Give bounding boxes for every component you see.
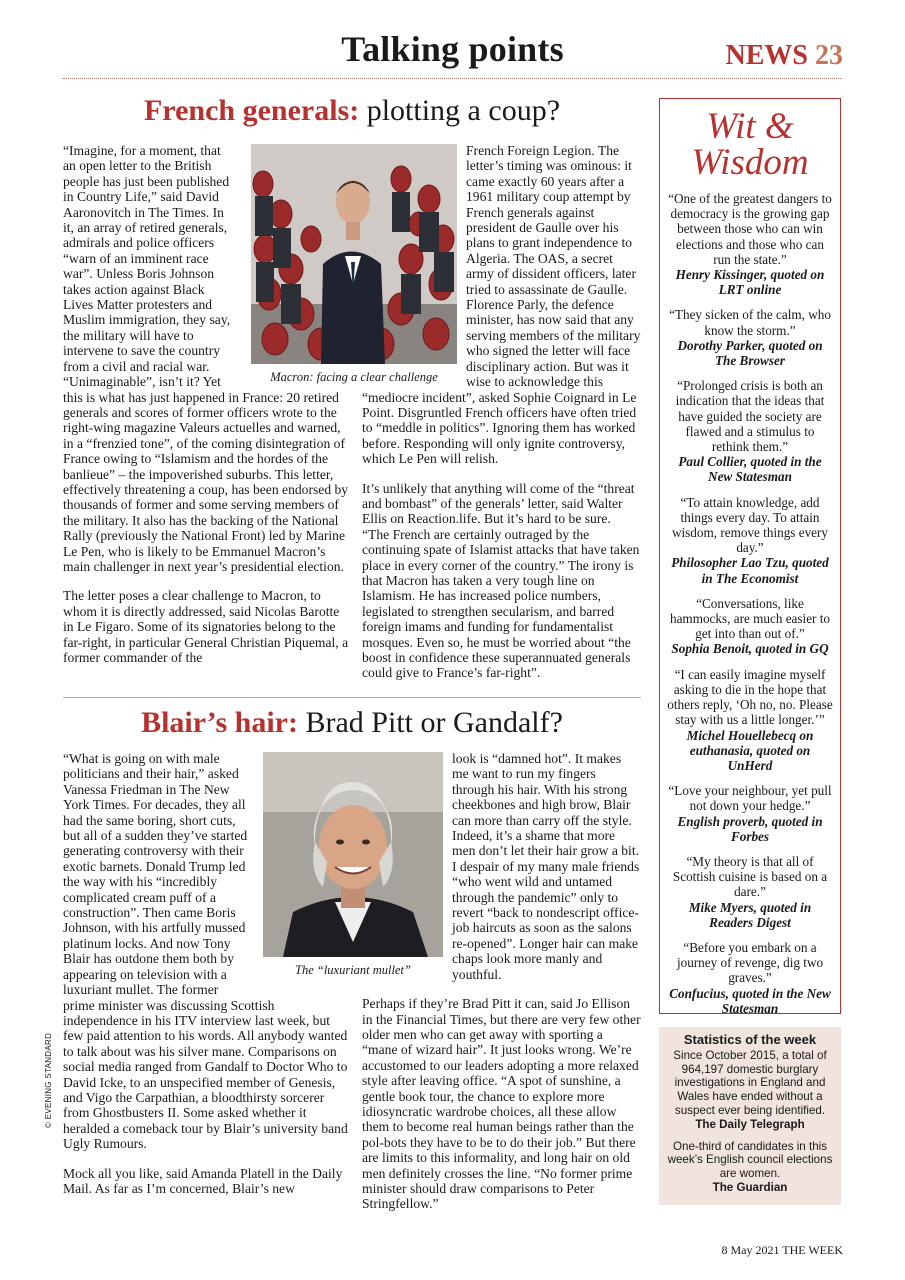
section-name: NEWS <box>725 40 808 71</box>
article1-paragraph: French Foreign Legion. The letter’s timing was ominous: it came exactly 60 years after a 1961 military coup attempt by French generals against president de Gaulle over his plans to grant independence to Algeria. The OAS, a secret army of dissident officers, later tried to assassinate de Gaulle. Florence Parly, the defence minister, has now said that any serving members of the military who signed the letter will face disciplinary action. But was it wise to acknowledge this “mediocre incident”, asked Sophie Coignard in Le Point. Disgruntled French officers have often tried to “meddle in politics”. Ignoring them has worked before. Responding will only ignite controversy, which Le Pen will relish. <box>362 143 641 467</box>
wit-title-line-2: Wisdom <box>691 142 809 183</box>
quote <box>666 495 834 586</box>
article1-paragraph: The letter poses a clear challenge to Macron, to whom it is directly addressed, said Nicolas Barotte in Le Figaro. Some of its signatories belong to the far-right, in particular General Christian Piquemal, a former commander of the <box>63 588 349 665</box>
quote-source: Michel Houellebecq on euthanasia, quoted on UnHerd <box>686 727 814 773</box>
quote <box>666 940 834 1016</box>
article2-headline <box>63 706 641 740</box>
wit-title-line-1: Wit & <box>706 106 794 147</box>
wit-title <box>660 106 840 183</box>
quote-text: “Conversations, like hammocks, are much easier to get into than out of.” <box>669 595 831 642</box>
article1-headline-kicker: French generals: <box>143 94 360 127</box>
quote <box>666 378 834 484</box>
photo-wrap-spacer <box>231 143 351 383</box>
article2-column-1 <box>63 751 351 1196</box>
quote-source: English proverb, quoted in Forbes <box>677 813 823 844</box>
quote-source: Paul Collier, quoted in the New Statesman <box>678 454 822 485</box>
article2-headline-kicker: Blair’s hair: <box>141 706 298 739</box>
quote-text: “My theory is that all of Scottish cuisine is based on a dare.” <box>672 853 828 900</box>
folio: 8 May 2021 THE WEEK <box>721 1243 843 1257</box>
section-tag <box>726 40 843 72</box>
quote <box>666 596 834 657</box>
quote-text: “Love your neighbour, yet pull not down your hedge.” <box>668 783 832 814</box>
quote-text: “Prolonged crisis is both an indication that the ideas that have guided the society are flawed and a stimulus to rethink them.” <box>675 378 825 455</box>
quote-source: Dorothy Parker, quoted on The Browser <box>677 337 823 369</box>
quote <box>666 191 834 297</box>
quote <box>666 854 834 930</box>
quote-text: “One of the greatest dangers to democracy is the growing gap between those who can win elections and those who can run the state.” <box>668 191 832 267</box>
quote-source: Sophia Benoit, quoted in GQ <box>671 641 829 657</box>
quote-text: “To attain knowledge, add things every day. To attain wisdom, remove things every day.” <box>671 494 829 556</box>
article1-paragraph: It’s unlikely that anything will come of the “threat and bombast” of the generals’ letter, said Walter Ellis on Reaction.life. But it’s hard to be sure. “The French are certainly outraged by the continuing spate of Islamist attacks that have taken place in every corner of the country.” The irony is that Macron has taken a very tough line on Islamism. He has increased police numbers, legislated to strengthen secularism, and barred foreign imams and funding for fundamentalist mosques. Even so, he must be worried about “the boost in confidence these superannuated generals could give to France’s far-right”. <box>362 480 640 681</box>
photo-wrap-spacer <box>362 143 466 383</box>
article2-paragraph: Mock all you like, said Amanda Platell in the Daily Mail. As far as I’m concerned, Blair’s new <box>63 1165 343 1196</box>
photo-wrap-spacer <box>251 751 351 983</box>
photo-wrap-spacer <box>362 751 452 983</box>
article1-column-1 <box>63 143 351 665</box>
article2-paragraph: look is “damned hot”. It makes me want to run my fingers through his hair. With his strong cheekbones and high brow, Blair can more than carry off the style. Indeed, it’s a shame that more men don’t let their hair grow a bit. I despair of my many male friends “who went wild and untamed through the pandemic” only to revert “back to nondescript office-job haircuts as soon as the salons re-opened”. Longer hair can make chaps look more manly and youthful. <box>452 751 640 982</box>
statistics-title: Statistics of the week <box>683 1032 817 1047</box>
statistic-text: One-third of candidates in this week’s English council elections are women. <box>667 1139 833 1181</box>
statistic-source: The Guardian <box>712 1180 788 1194</box>
blair-caption: The “luxuriant mullet” <box>295 963 411 977</box>
quote <box>666 783 834 844</box>
quote-text: “I can easily imagine myself asking to die in the hope that others reply, ‘Oh no, no. Please stay with us a little longer.’” <box>667 666 833 728</box>
statistic-text: Since October 2015, a total of 964,197 domestic burglary investigations in England and Wales have ended without a suspect ever being identified. <box>673 1048 827 1117</box>
quote-source: Philosopher Lao Tzu, quoted in The Economist <box>671 555 829 586</box>
quote <box>666 307 834 368</box>
quote-text: “They sicken of the calm, who know the storm.” <box>669 307 831 338</box>
wit-and-wisdom-box <box>659 98 841 1014</box>
quote-source: Mike Myers, quoted in Readers Digest <box>688 899 812 930</box>
article2-column-2 <box>362 751 641 1212</box>
page-number: 23 <box>815 40 843 71</box>
statistics-box <box>659 1027 841 1205</box>
article1-column-2 <box>362 143 641 681</box>
quote-source: Confucius, quoted in the New Statesman <box>669 985 831 1016</box>
article1-paragraph: “Imagine, for a moment, that an open letter to the British people has just been published in Country Life,” said David Aaronovitch in The Times. In it, an array of retired generals, admirals and police officers “warn of an imminent race war”. Unless Boris Johnson takes action against Black Lives Matter protesters and Muslim immigration, they say, the military will have to intervene to save the country from a civil and racial war. “Unimaginable”, isn’t it? Yet this is what has just happened in France: 20 retired generals and scores of former officers wrote to the right-wing magazine Valeurs actuelles and warned, in a “frenzied tone”, of the coming disintegration of France owing to “Islamism and the hordes of the banlieue” – the impoverished suburbs. This letter, effectively threatening a coup, has been endorsed by thousands of former and some serving members of the military. It also has the backing of the National Rally (previously the National Front) led by Marine Le Pen, who is likely to be Emmanuel Macron’s main challenger in next year’s presidential election. <box>63 143 349 574</box>
header-rule <box>63 78 841 79</box>
photo-credit: © EVENING STANDARD <box>44 1032 53 1128</box>
statistic-source: The Daily Telegraph <box>695 1117 805 1131</box>
article2-paragraph: Perhaps if they’re Brad Pitt it can, said Jo Ellison in the Financial Times, but there are very few other older men who can get away with sporting a “mane of wizard hair”. It just looks wrong. We’re accustomed to our leaders adopting a more relaxed style after leaving office. “A spot of sunshine, a gentle book tour, the chance to explore more idiosyncratic wardrobe choices, all these allow them to become real human beings rather than the pol-bots they have to be to do their job.” But there are limits to this informality, and long hair on old men definitely crosses the line. “No former prime minister should draw comparisons to Peter Stringfellow.” <box>362 996 641 1212</box>
quote-text: “Before you embark on a journey of revenge, dig two graves.” <box>676 939 824 986</box>
quote <box>666 667 834 773</box>
article-divider <box>63 697 641 698</box>
article2-paragraph: “What is going on with male politicians and their hair,” asked Vanessa Friedman in The New York Times. For decades, they all had the same boring, short cuts, but all of a sudden they’ve started generating controversy with their exotic barnets. Donald Trump led the way with his “incredibly complicated cream puff of a construction”. Then came Boris Johnson, with his artfully mussed platinum locks. And now Tony Blair has outdone them both by appearing on television with a luxuriant mullet. The former prime minister was discussing Scottish independence in his ITV interview last week, but few paid attention to his words. All anybody wanted to talk about was his silver mane. Comparisons on social media ranged from Gandalf to Doctor Who to David Icke, to an unspecified member of Genesis, and Vigo the Carpathian, a bloodthirsty sorcerer from Ghostbusters II. Some asked whether it heralded a comeback tour by Blair’s university band Ugly Rumours. <box>63 751 348 1152</box>
article2-headline-text: Brad Pitt or Gandalf? <box>297 706 563 739</box>
macron-caption: Macron: facing a clear challenge <box>270 370 438 384</box>
article1-headline <box>63 94 641 128</box>
article1-headline-text: plotting a coup? <box>359 94 561 127</box>
quote-source: Henry Kissinger, quoted on LRT online <box>675 267 825 298</box>
page-title: Talking points <box>341 29 564 69</box>
